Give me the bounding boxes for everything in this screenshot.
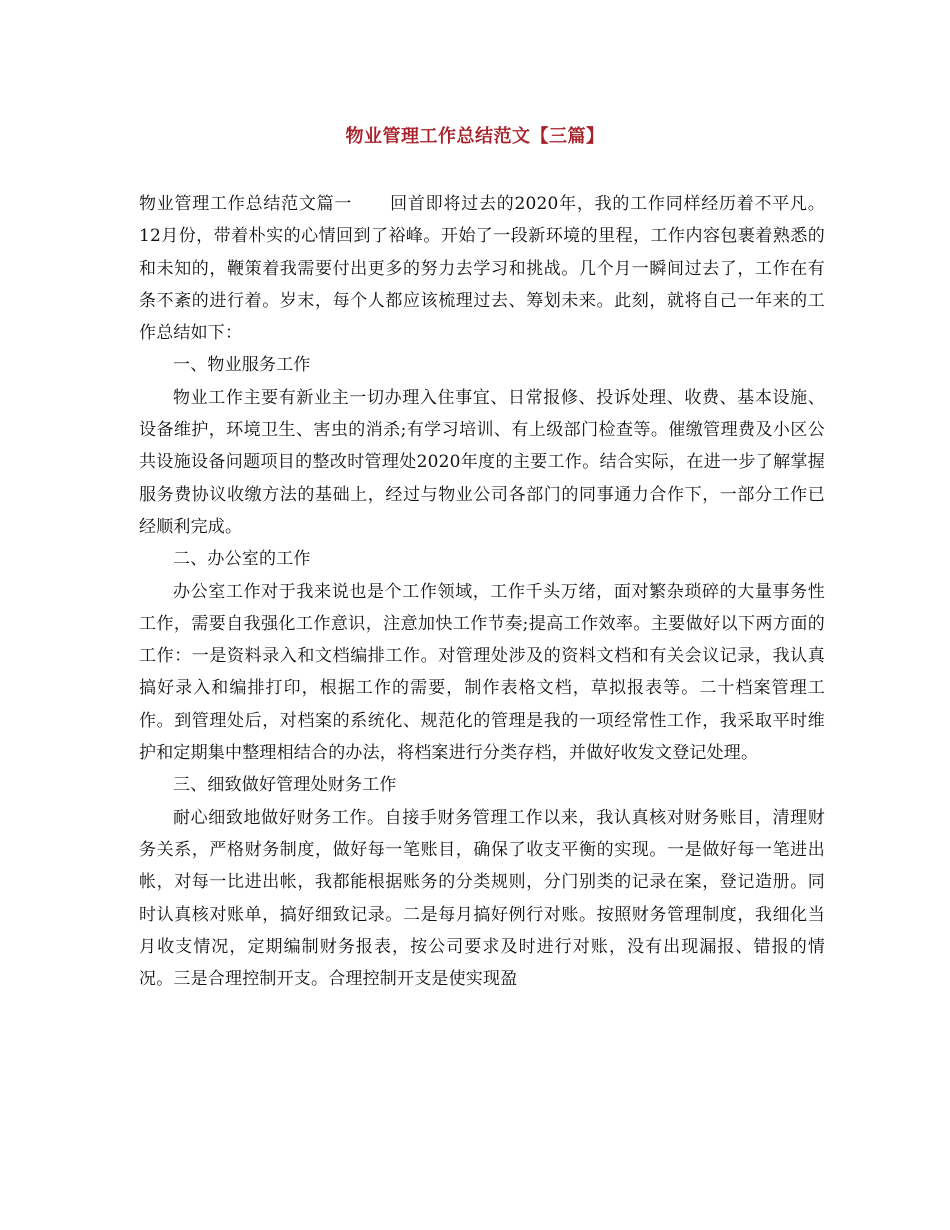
- document-title: 物业管理工作总结范文【三篇】: [345, 126, 605, 147]
- section-2-heading: 二、办公室的工作: [173, 549, 311, 570]
- section-3-paragraph: 耐心细致地做好财务工作。自接手财务管理工作以来，我认真核对财务账目，清理财务关系，严格财务制度，做好每一笔账目，确保了收支平衡的实现。一是做好每一笔进出帐，对每一比进出帐，我都能根据账务的分类规则，分门别类的记录在案，登记造册。同时认真核对账单，搞好细致记录。二是每月搞好例行对账。按照财务管理制度，我细化当月收支情况，定期编制财务报表，按公司要求及时进行对账，没有出现漏报、错报的情况。三是合理控制开支。合理控制开支是使实现盈: [139, 807, 825, 990]
- intro-paragraph: [139, 188, 825, 349]
- section-1-heading: 一、物业服务工作: [173, 355, 311, 376]
- section-2-paragraph: 办公室工作对于我来说也是个工作领域，工作千头万绪，面对繁杂琐碎的大量事务性工作，需要自我强化工作意识，注意加快工作节奏;提高工作效率。主要做好以下两方面的工作：一是资料录入和文档编排工作。对管理处涉及的资料文档和有关会议记录，我认真搞好录入和编排打印，根据工作的需要，制作表格文档，草拟报表等。二十档案管理工作。到管理处后，对档案的系统化、规范化的管理是我的一项经常性工作，我采取平时维护和定期集中整理相结合的办法，将档案进行分类存档，并做好收发文登记处理。: [139, 581, 825, 764]
- section-3-heading: 三、细致做好管理处财务工作: [173, 775, 397, 796]
- document-body: [139, 188, 825, 995]
- section-1-paragraph: 物业工作主要有新业主一切办理入住事宜、日常报修、投诉处理、收费、基本设施、设备维护，环境卫生、害虫的消杀;有学习培训、有上级部门检查等。催缴管理费及小区公共设施设备问题项目的整改时管理处2020年度的主要工作。结合实际，在进一步了解掌握服务费协议收缴方法的基础上，经过与物业公司各部门的同事通力合作下，一部分工作已经顺利完成。: [139, 387, 825, 537]
- intro-lead: 物业管理工作总结范文篇一: [139, 194, 353, 214]
- intro-text: 回首即将过去的2020年，我的工作同样经历着不平凡。12月份，带着朴实的心情回到了裕峰。开始了一段新环境的里程，工作内容包裹着熟悉的和未知的，鞭策着我需要付出更多的努力去学习和挑战。几个月一瞬间过去了，工作在有条不紊的进行着。岁末，每个人都应该梳理过去、筹划未来。此刻，就将自己一年来的工作总结如下：: [139, 194, 825, 344]
